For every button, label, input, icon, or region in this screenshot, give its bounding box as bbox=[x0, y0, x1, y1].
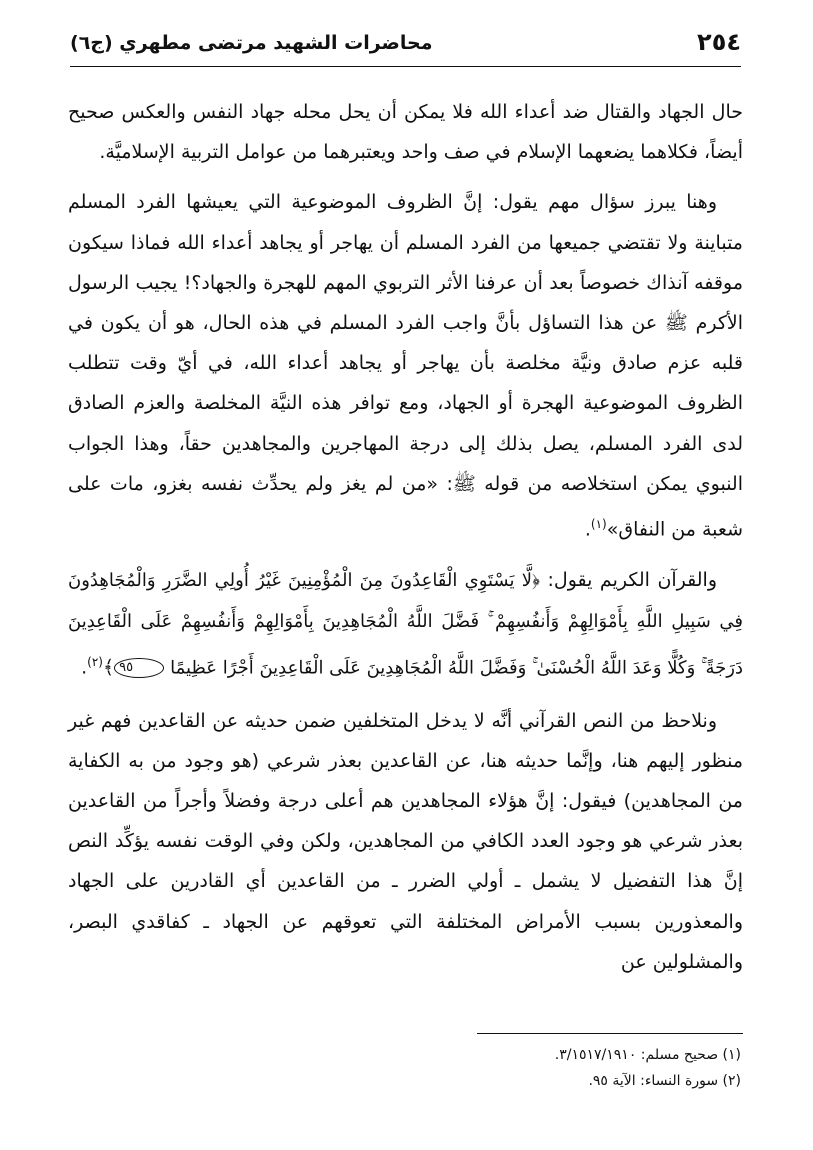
page-body bbox=[68, 92, 743, 982]
paragraph-4: ونلاحظ من النص القرآني أنَّه لا يدخل المتخلفين ضمن حديثه عن القاعدين فهم غير منظور إليهم هنا، وإنَّما حديثه هنا، عن القاعدين بعذر شرعي (هو وجود من به الكفاية من المجاهدين) فيقول: إنَّ هؤلاء المجاهدين هم أعلى درجة وفضلاً وأجراً من القاعدين بعذر شرعي هو وجود العدد الكافي من المجاهدين، ولكن وفي الوقت نفسه يؤكِّد النص إنَّ هذا التفضيل لا يشمل ـ أولي الضرر ـ من القاعدين أي القادرين على الجهاد والمعذورين بسبب الأمراض المختلفة التي تعوقهم عن الجهاد ـ كفاقدي البصر، والمشلولين عن bbox=[68, 709, 743, 973]
footnote-1: (١) صحيح مسلم: ٣/١٥١٧/١٩١٠. bbox=[554, 1047, 741, 1063]
verse-number-badge: ٩٥ bbox=[114, 658, 164, 678]
footnote-ref-1: (١) bbox=[590, 517, 607, 532]
quran-verse: ﴿لَّا يَسْتَوِي الْقَاعِدُونَ مِنَ الْمُؤْمِنِينَ غَيْرُ أُولِي الضَّرَرِ وَالْمُجَاهِدُونَ فِي سَبِيلِ اللَّهِ بِأَمْوَالِهِمْ وَأَنفُسِهِمْ ۚ فَضَّلَ اللَّهُ الْمُجَاهِدِينَ بِأَمْوَالِهِمْ وَأَنفُسِهِمْ عَلَى الْقَاعِدِينَ دَرَجَةً ۚ وَكُلًّا وَعَدَ اللَّهُ الْحُسْنَىٰ ۚ وَفَضَّلَ اللَّهُ الْمُجَاهِدِينَ عَلَى الْقَاعِدِينَ أَجْرًا عَظِيمًا bbox=[68, 569, 743, 679]
page-header bbox=[70, 26, 741, 67]
paragraph-3: والقرآن الكريم يقول: ﴿لَّا يَسْتَوِي الْقَاعِدُونَ مِنَ الْمُؤْمِنِينَ غَيْرُ أُولِي الضَّرَرِ وَالْمُجَاهِدُونَ فِي سَبِيلِ اللَّهِ بِأَمْوَالِهِمْ وَأَنفُسِهِمْ ۚ فَضَّلَ اللَّهُ الْمُجَاهِدِينَ بِأَمْوَالِهِمْ وَأَنفُسِهِمْ عَلَى الْقَاعِدِينَ دَرَجَةً ۚ وَكُلًّا وَعَدَ اللَّهُ الْحُسْنَىٰ ۚ وَفَضَّلَ اللَّهُ الْمُجَاهِدِينَ عَلَى الْقَاعِدِينَ أَجْرًا عَظِيمًا ٩٥﴾$^{(٢)}$. bbox=[68, 568, 743, 679]
running-title: محاضرات الشهيد مرتضى مطهري (ج٦) bbox=[70, 32, 433, 54]
paragraph-2-text: وهنا يبرز سؤال مهم يقول: إنَّ الظروف الموضوعية التي يعيشها الفرد المسلم متباينة ولا تقتضي جميعها من الفرد المسلم أن يهاجر أو يجاهد أعداء الله فماذا سيكون موقفه آنذاك خصوصاً بعد أن عرفنا الأثر التربوي المهم للهجرة والجهاد؟! يجيب الرسول الأكرم ﷺ عن هذا التساؤل بأنَّ واجب الفرد المسلم في هذه الحال، هو أن يكون في قلبه عزم صادق ونيَّة مخلصة بأن يهاجر أو يجاهد أعداء الله، في أيّ وقت تتطلب الظروف الموضوعية الهجرة أو الجهاد، ومع توافر هذه النيَّة المخلصة والعزم الصادق لدى الفرد المسلم، يصل بذلك إلى درجة المهاجرين والمجاهدين حقاً، وهذا الجواب النبوي يمكن استخلاصه من قوله ﷺ: «من لم يغز ولم يحدِّث نفسه بغزو، مات على شعبة من النفاق» bbox=[68, 191, 743, 541]
paragraph-2: وهنا يبرز سؤال مهم يقول: إنَّ الظروف الموضوعية التي يعيشها الفرد المسلم متباينة ولا تقتضي جميعها من الفرد المسلم أن يهاجر أو يجاهد أعداء الله فماذا سيكون موقفه آنذاك خصوصاً بعد أن عرفنا الأثر التربوي المهم للهجرة والجهاد؟! يجيب الرسول الأكرم ﷺ عن هذا التساؤل بأنَّ واجب الفرد المسلم في هذه الحال، هو أن يكون في قلبه عزم صادق ونيَّة مخلصة بأن يهاجر أو يجاهد أعداء الله، في أيّ وقت تتطلب الظروف الموضوعية الهجرة أو الجهاد، ومع توافر هذه النيَّة المخلصة والعزم الصادق لدى الفرد المسلم، يصل بذلك إلى درجة المهاجرين والمجاهدين حقاً، وهذا الجواب النبوي يمكن استخلاصه من قوله ﷺ: «من لم يغز ولم يحدِّث نفسه بغزو، مات على شعبة من النفاق»$^{(١)}$. bbox=[68, 191, 743, 541]
footnote-ref-2: (٢) bbox=[87, 654, 103, 669]
quran-intro: والقرآن الكريم يقول: bbox=[547, 568, 718, 591]
paragraph-1: حال الجهاد والقتال ضد أعداء الله فلا يمكن أن يحل محله جهاد النفس والعكس صحيح أيضاً، فكلاهما يضعهما الإسلام في صف واحد ويعتبرهما من عوامل التربية الإسلاميَّة. bbox=[68, 101, 743, 164]
page-number: ٢٥٤ bbox=[697, 28, 741, 56]
footnote-2: (٢) سورة النساء: الآية ٩٥. bbox=[588, 1073, 741, 1089]
quran-close-bracket: ﴾ bbox=[102, 656, 115, 679]
footnote-divider bbox=[477, 1033, 743, 1034]
footnotes bbox=[555, 1042, 741, 1094]
